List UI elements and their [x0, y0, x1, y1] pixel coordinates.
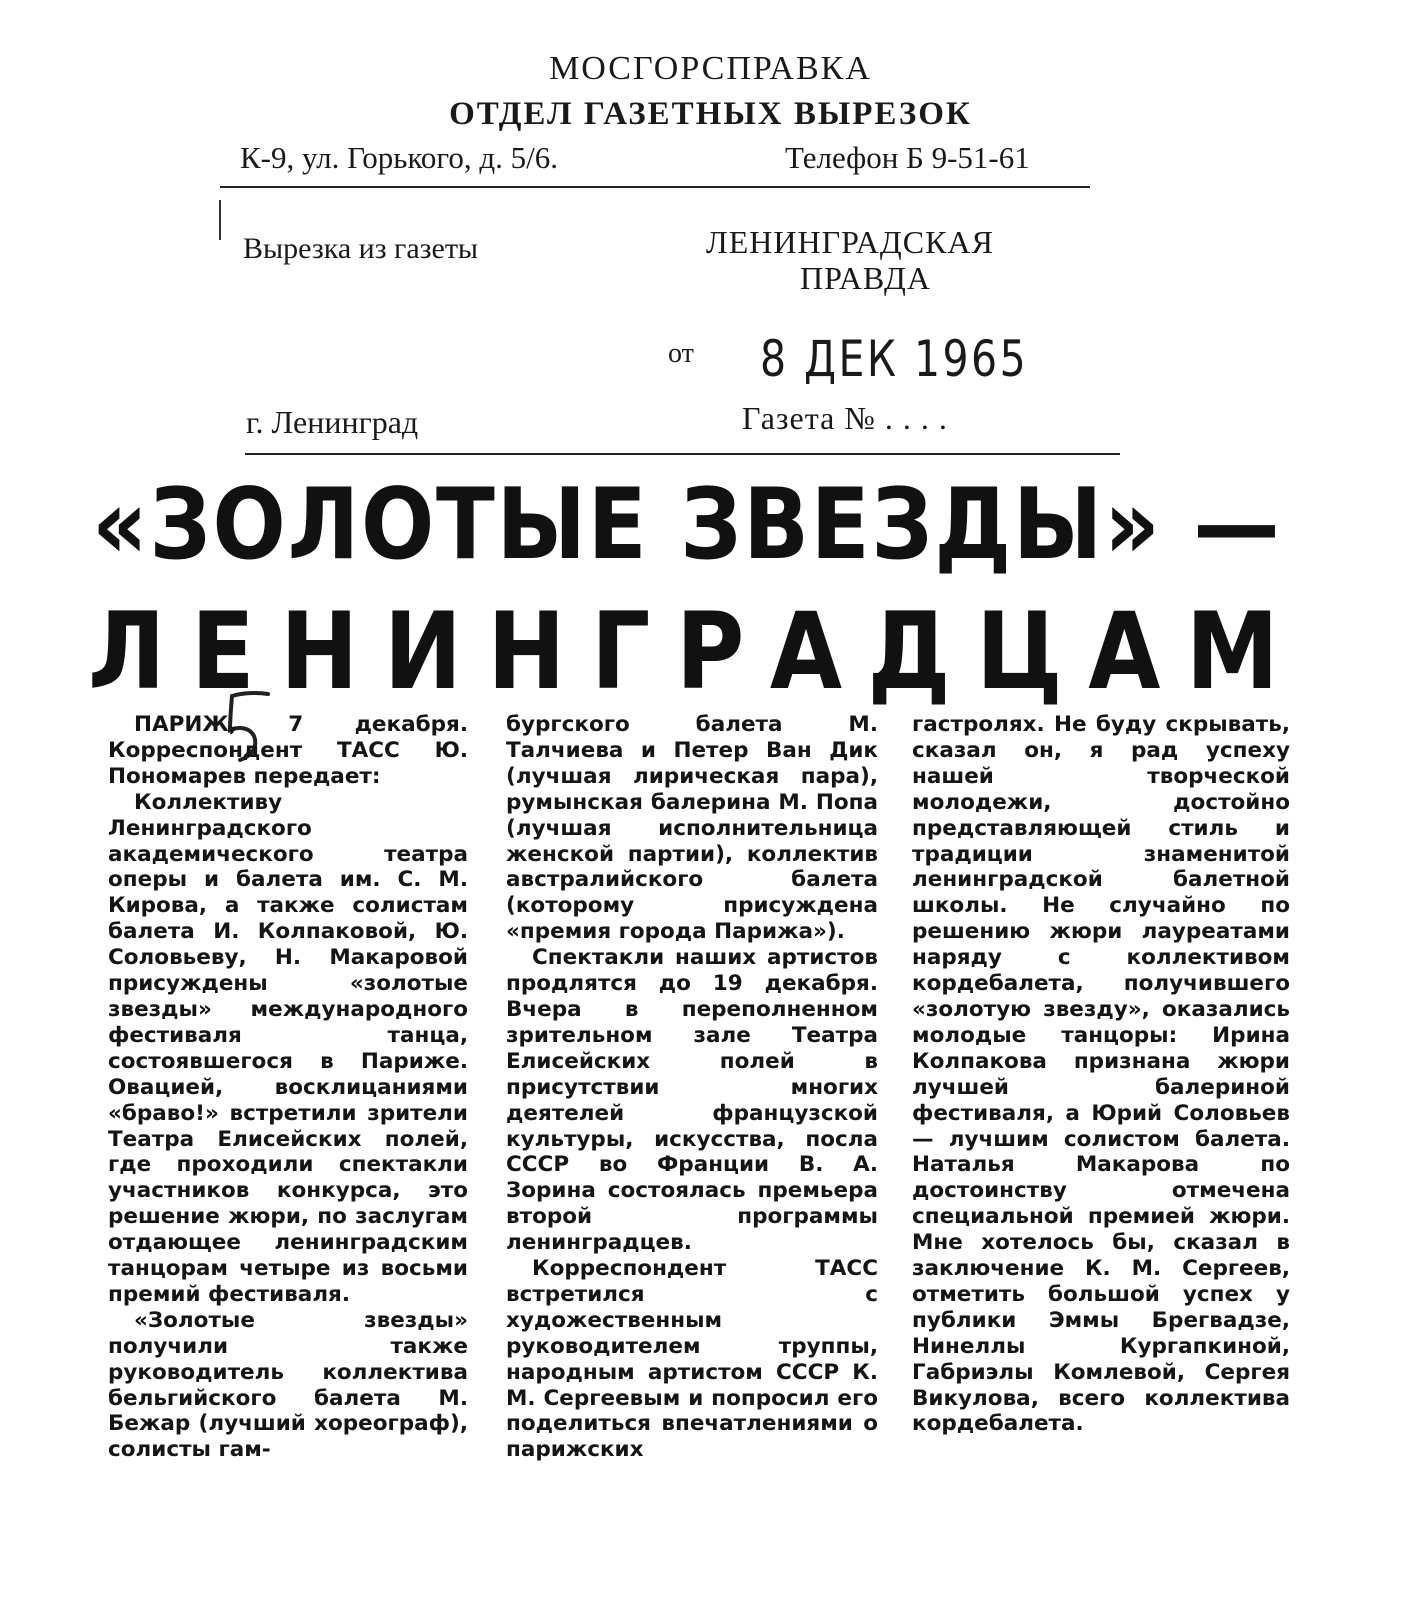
- column3-paragraph-1: гастролях. Не буду скрывать, сказал он, я рад успеху нашей творческой молодежи, достойно представляющей стиль и традиции знаменитой ленинградской балетной школы. Не случайно по решению жюри лауреатами наряду с коллективом кордебалета, получившего «золотую звезду», оказались молодые танцоры: Ирина Колпакова признана жюри лучшей балериной фестиваля, а Юрий Соловьев — лучшим солистом балета. Наталья Макарова по достоинству отмечена специальной премией жюри. Мне хотелось бы, сказал в заключение К. М. Сергеев, отметить большой успех у публики Эммы Брегвадзе, Нинеллы Кургапкиной, Габриэлы Комлевой, Сергея Викулова, всего коллектива кордебалета.: [912, 712, 1290, 1437]
- org-name: МОСГОРСПРАВКА: [549, 50, 872, 87]
- column1-paragraph-3: «Золотые звезды» получили также руководитель коллектива бельгийского балета М. Бежар (лучший хореограф), солисты гам-: [108, 1307, 468, 1463]
- headline-line1: «ЗОЛОТЫЕ ЗВЕЗДЫ» —: [92, 468, 1282, 582]
- clipping-source-label: Вырезка из газеты: [243, 232, 479, 265]
- article-column-3: [912, 712, 1290, 1437]
- phone-number: Телефон Б 9-51-61: [785, 140, 1030, 175]
- column1-paragraph-2: Коллективу Ленинградского академического театра оперы и балета им. С. М. Кирова, а также солистам балета И. Колпаковой, Ю. Соловьеву, Н. Макаровой присуждены «золотые звезды» международного фестиваля танца, состоявшегося в Париже. Овацией, восклицаниями «браво!» встретили зрители Театра Елисейских полей, где проходили спектакли участников конкурса, это решение жюри, по заслугам отдающее ленинградским танцорам четыре из восьми премий фестиваля.: [108, 789, 468, 1307]
- clipping-divider: [245, 453, 1120, 455]
- newspaper-name-line1: ЛЕНИНГРАДСКАЯ: [706, 224, 994, 260]
- column2-paragraph-3: Корреспондент ТАСС встретился с художественным руководителем труппы, народным артистом СССР К. М. Сергеевым и попросил его поделиться впечатлениями о парижских: [506, 1256, 878, 1463]
- date-prefix: от: [668, 338, 694, 369]
- headline-line2: ЛЕНИНГРАДЦАМ: [88, 590, 1305, 713]
- issue-number-label: Газета № . . . .: [742, 400, 948, 436]
- article-column-2: [506, 712, 878, 1463]
- city-label: г. Ленинград: [246, 404, 419, 440]
- address: К-9, ул. Горького, д. 5/6.: [240, 140, 559, 175]
- department-name: ОТДЕЛ ГАЗЕТНЫХ ВЫРЕЗОК: [449, 96, 972, 132]
- column2-paragraph-2: Спектакли наших артистов продлятся до 19 декабря. Вчера в переполненном зрительном зале Театра Елисейских полей в присутствии многих деятелей французской культуры, искусства, посла СССР во Франции В. А. Зорина состоялась премьера второй программы ленинградцев.: [506, 945, 878, 1256]
- header-divider: [220, 186, 1090, 188]
- column1-paragraph-1: ПАРИЖ, 7 декабря. Корреспондент ТАСС Ю. Пономарев передает:: [108, 712, 468, 789]
- margin-mark: [219, 200, 221, 240]
- article-column-1: [108, 712, 468, 1463]
- newspaper-name-line2: ПРАВДА: [800, 260, 931, 296]
- column2-paragraph-1: бургского балета М. Талчиева и Петер Ван Дик (лучшая лирическая пара), румынская балерина М. Попа (лучшая исполнительница женской партии), коллектив австралийского балета (которому присуждена «премия города Парижа»).: [506, 712, 878, 945]
- date-stamp: 8 ДЕК 1965: [760, 330, 1029, 388]
